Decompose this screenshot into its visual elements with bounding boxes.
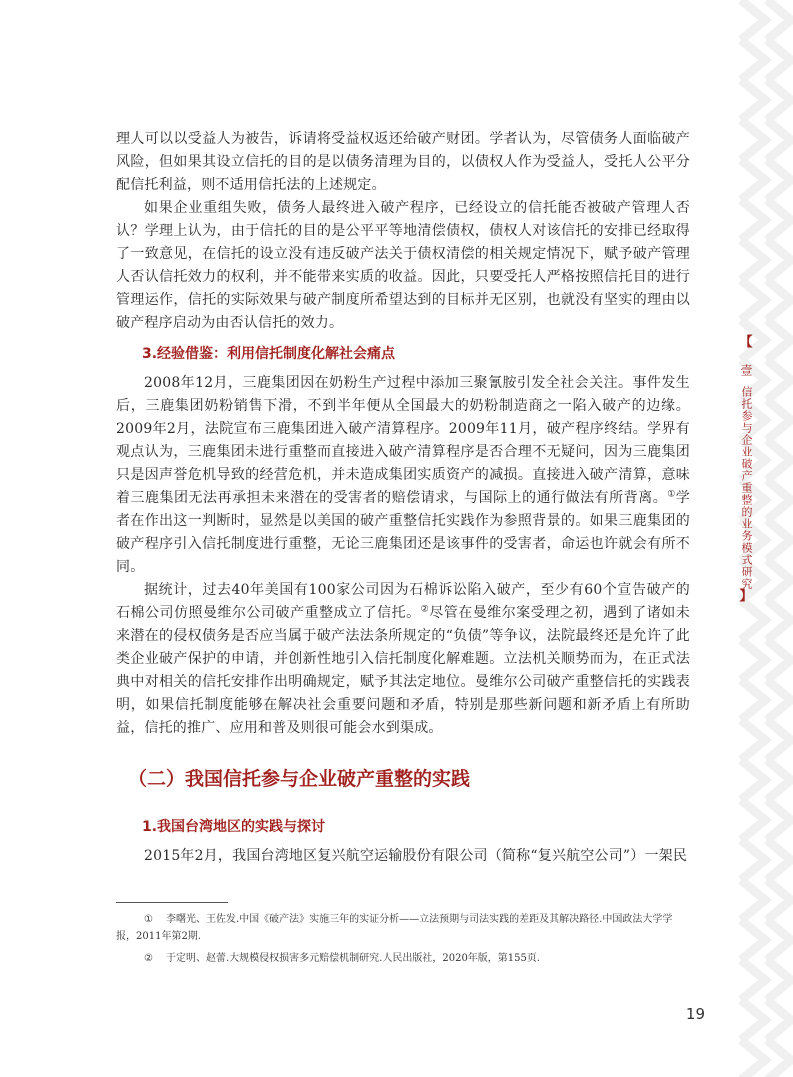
footnote-ref-2[interactable]: ② (420, 604, 430, 615)
paragraph-manville (116, 579, 690, 740)
running-head (737, 336, 755, 604)
main-text (116, 128, 690, 868)
paragraph-text: 2008年12月，三鹿集团因在奶粉生产过程中添加三聚氰胺引发全社会关注。事件发生后，三鹿集团奶粉销售下滑，不到半年便从全国最大的奶粉制造商之一陷入破产的边缘。2009年2月，法院宣布三鹿集团进入破产清算程序。2009年11月，破产程序终结。学界有观点认为，三鹿集团未进行重整而直接进入破产清算程序是否合理不无疑问，因为三鹿集团只是因声誉危机导致的经营危机，并未造成集团实质资产的减损。直接进入破产清算，意味着三鹿集团无法再承担未来潜在的受害者的赔偿请求，与国际上的通行做法有所背离。 (116, 375, 690, 506)
running-head-bracket-open: 【 (739, 335, 753, 350)
running-head-chapter: 壹 (739, 364, 753, 376)
footnote-2 (116, 950, 690, 967)
footnote-number: ① (144, 914, 153, 925)
running-head-title: 信托参与企业破产重整的业务模式研究 (740, 386, 753, 590)
paragraph: 如果企业重组失败，债务人最终进入破产程序，已经设立的信托能否被破产管理人否认？学理上认为，由于信托的目的是公平平等地清偿债权，债权人对该信托的安排已经取得了一致意见，在信托的设立没有违反破产法关于债权清偿的相关规定情况下，赋予破产管理人否认信托效力的权利，并不能带来实质的收益。因此，只要受托人严格按照信托目的进行管理运作，信托的实际效果与破产制度所希望达到的目标并无区别，也就没有坚实的理由以破产程序启动为由否认信托的效力。 (116, 200, 690, 331)
footnote-text: 李曙光、王佐发.中国《破产法》实施三年的实证分析——立法预期与司法实践的差距及其解决路径.中国政法大学学报，2011年第2期. (116, 914, 673, 942)
paragraph-text: 尽管在曼维尔案受理之初，遇到了诸如未来潜在的侵权债务是否应当属于破产法法条所规定的“负债”等争议，法院最终还是允许了此类企业破产保护的申请，并创新性地引入信托制度化解难题。立法机关顺势而为，在正式法典中对相关的信托安排作出明确规定，赋予其法定地位。曼维尔公司破产重整信托的实践表明，如果信托制度能够在解决社会重要问题和矛盾，特别是那些新问题和新矛盾上有所助益，信托的推广、应用和普及则很可能会水到渠成。 (116, 605, 690, 736)
footnote-ref-1[interactable]: ① (667, 489, 676, 500)
footnotes (116, 911, 690, 972)
footnote-1 (116, 911, 690, 945)
subheading-taiwan: 1.我国台湾地区的实践与探讨 (142, 819, 326, 835)
paragraph-text: 据统计，过去40年美国有100家公司因为石棉诉讼陷入破产，至少有60个宣告破产的石棉公司仿照曼维尔公司破产重整成立了信托。 (116, 582, 690, 621)
footnote-divider (116, 902, 228, 903)
paragraph-sanlu (116, 372, 690, 579)
footnote-text: 于定明、赵蕾.大规模侵权损害多元赔偿机制研究.人民出版社，2020年版，第155页. (166, 953, 541, 964)
paragraph-taiwan: 2015年2月，我国台湾地区复兴航空运输股份有限公司（简称“复兴航空公司”）一架民 (144, 848, 688, 864)
section-heading: （二）我国信托参与企业破产重整的实践 (128, 768, 471, 790)
running-head-bracket-close: 】 (739, 589, 753, 604)
paragraph-continued: 理人可以以受益人为被告，诉请将受益权返还给破产财团。学者认为，尽管债务人面临破产风险，但如果其设立信托的目的是以债务清理为目的，以债权人作为受益人，受托人公平分配信托利益，则不适用信托法的上述规定。 (116, 131, 690, 193)
page-number: 19 (685, 1005, 705, 1023)
footnote-number: ② (144, 953, 153, 964)
paragraph-text: 学者在作出这一判断时，显然是以美国的破产重整信托实践作为参照背景的。如果三鹿集团的破产程序引入信托制度进行重整，无论三鹿集团还是该事件的受害者，命运也许就会有所不同。 (116, 490, 690, 575)
subheading-experience: 3.经验借鉴：利用信托制度化解社会痛点 (142, 346, 396, 362)
